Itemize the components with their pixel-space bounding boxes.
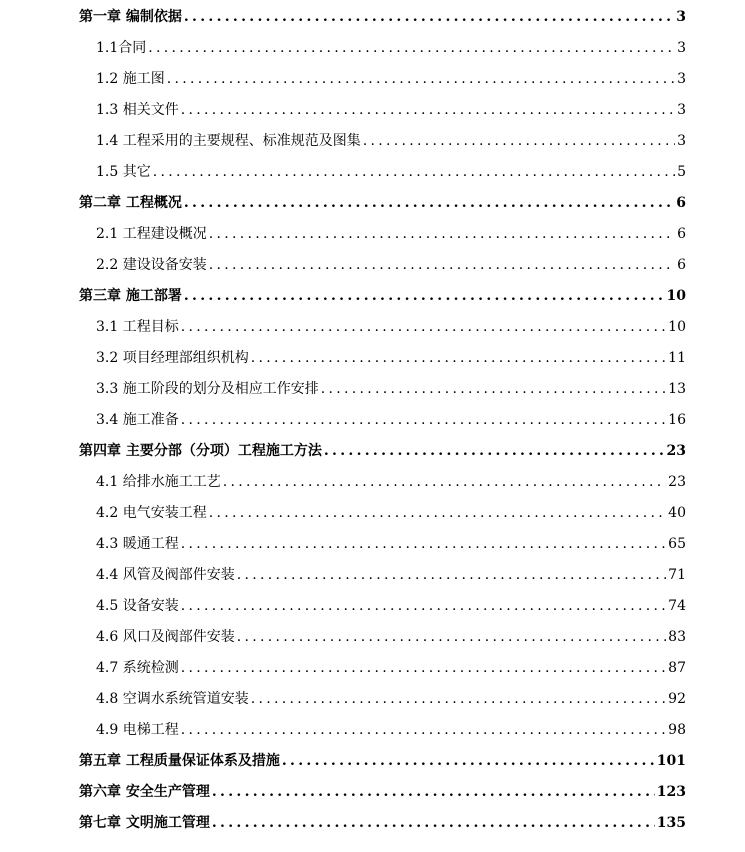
toc-entry-title: 1.1合同 [96,40,147,56]
toc-entry-page: 6 [677,257,686,273]
toc-entry-page: 40 [668,505,686,521]
toc-entry-page: 13 [668,381,686,397]
toc-entry-chapter-6[interactable] [0,777,745,808]
dot-leader [209,219,675,250]
table-of-contents [0,2,745,839]
toc-entry-page: 23 [666,443,686,459]
toc-entry-section-1-3[interactable] [0,95,745,126]
toc-entry-page: 65 [668,536,686,552]
toc-entry-section-1-5[interactable] [0,157,745,188]
dot-leader [153,157,675,188]
toc-entry-page: 71 [668,567,686,583]
toc-entry-title: 2.1 工程建设概况 [96,226,207,242]
toc-entry-section-1-4[interactable] [0,126,745,157]
toc-entry-title: 3.1 工程目标 [96,319,179,335]
toc-entry-title: 4.8 空调水系统管道安装 [96,691,249,707]
toc-entry-section-4-7[interactable] [0,653,745,684]
toc-entry-section-4-5[interactable] [0,591,745,622]
toc-entry-page: 92 [668,691,686,707]
toc-entry-title: 1.5 其它 [96,164,151,180]
dot-leader [167,64,675,95]
toc-entry-page: 6 [676,195,686,211]
dot-leader [251,343,666,374]
toc-entry-page: 74 [668,598,686,614]
toc-entry-title: 4.3 暖通工程 [96,536,179,552]
toc-entry-title: 3.4 施工准备 [96,412,179,428]
toc-entry-section-1-1[interactable] [0,33,745,64]
dot-leader [181,405,666,436]
toc-entry-title: 1.3 相关文件 [96,102,179,118]
toc-entry-page: 10 [668,319,686,335]
toc-entry-title: 4.1 给排水施工工艺 [96,474,221,490]
dot-leader [209,498,666,529]
toc-entry-title: 3.2 项目经理部组织机构 [96,350,249,366]
toc-entry-section-3-3[interactable] [0,374,745,405]
toc-entry-page: 3 [677,133,686,149]
toc-entry-page: 87 [668,660,686,676]
toc-entry-section-4-6[interactable] [0,622,745,653]
toc-entry-section-4-8[interactable] [0,684,745,715]
toc-entry-title: 1.4 工程采用的主要规程、标准规范及图集 [96,133,361,149]
toc-entry-section-4-4[interactable] [0,560,745,591]
dot-leader [282,746,655,777]
toc-entry-page: 5 [677,164,686,180]
dot-leader [184,188,674,219]
toc-entry-section-4-2[interactable] [0,498,745,529]
dot-leader [181,529,666,560]
dot-leader [237,560,666,591]
dot-leader [321,374,666,405]
toc-entry-title: 4.4 风管及阀部件安装 [96,567,235,583]
dot-leader [184,281,665,312]
dot-leader [212,777,655,808]
dot-leader [223,467,666,498]
toc-entry-page: 135 [656,815,686,831]
toc-entry-page: 123 [656,784,686,800]
toc-entry-title: 4.5 设备安装 [96,598,179,614]
dot-leader [181,312,666,343]
toc-entry-section-4-3[interactable] [0,529,745,560]
toc-entry-title: 4.2 电气安装工程 [96,505,207,521]
toc-entry-page: 3 [676,9,686,25]
toc-entry-title: 第二章 工程概况 [79,195,182,211]
toc-entry-section-1-2[interactable] [0,64,745,95]
toc-entry-title: 4.7 系统检测 [96,660,179,676]
toc-entry-page: 6 [677,226,686,242]
dot-leader [363,126,675,157]
dot-leader [184,2,674,33]
dot-leader [181,591,666,622]
toc-entry-page: 3 [677,102,686,118]
toc-entry-page: 101 [656,753,686,769]
toc-entry-page: 23 [668,474,686,490]
toc-entry-section-3-2[interactable] [0,343,745,374]
dot-leader [209,250,675,281]
toc-entry-title: 第七章 文明施工管理 [79,815,210,831]
dot-leader [324,436,665,467]
dot-leader [181,95,675,126]
toc-entry-page: 3 [677,40,686,56]
toc-entry-title: 3.3 施工阶段的划分及相应工作安排 [96,381,319,397]
toc-entry-chapter-3[interactable] [0,281,745,312]
toc-entry-section-4-9[interactable] [0,715,745,746]
toc-entry-chapter-2[interactable] [0,188,745,219]
toc-entry-section-3-1[interactable] [0,312,745,343]
toc-entry-page: 98 [668,722,686,738]
toc-entry-title: 4.9 电梯工程 [96,722,179,738]
toc-entry-section-3-4[interactable] [0,405,745,436]
toc-entry-chapter-7[interactable] [0,808,745,839]
dot-leader [212,808,655,839]
toc-entry-section-2-2[interactable] [0,250,745,281]
toc-entry-section-4-1[interactable] [0,467,745,498]
toc-entry-title: 第一章 编制依据 [79,9,182,25]
dot-leader [237,622,666,653]
toc-entry-title: 第五章 工程质量保证体系及措施 [79,753,280,769]
toc-entry-page: 3 [677,71,686,87]
toc-entry-title: 2.2 建设设备安装 [96,257,207,273]
toc-entry-page: 16 [668,412,686,428]
toc-entry-page: 83 [668,629,686,645]
toc-entry-chapter-1[interactable] [0,2,745,33]
toc-entry-title: 1.2 施工图 [96,71,165,87]
dot-leader [251,684,666,715]
toc-entry-title: 第三章 施工部署 [79,288,182,304]
toc-entry-page: 11 [668,350,686,366]
dot-leader [181,653,666,684]
toc-entry-chapter-5[interactable] [0,746,745,777]
dot-leader [181,715,666,746]
toc-entry-title: 4.6 风口及阀部件安装 [96,629,235,645]
toc-entry-chapter-4[interactable] [0,436,745,467]
toc-entry-page: 10 [666,288,686,304]
toc-entry-title: 第四章 主要分部（分项）工程施工方法 [79,443,322,459]
toc-entry-title: 第六章 安全生产管理 [79,784,210,800]
dot-leader [148,33,675,64]
toc-entry-section-2-1[interactable] [0,219,745,250]
